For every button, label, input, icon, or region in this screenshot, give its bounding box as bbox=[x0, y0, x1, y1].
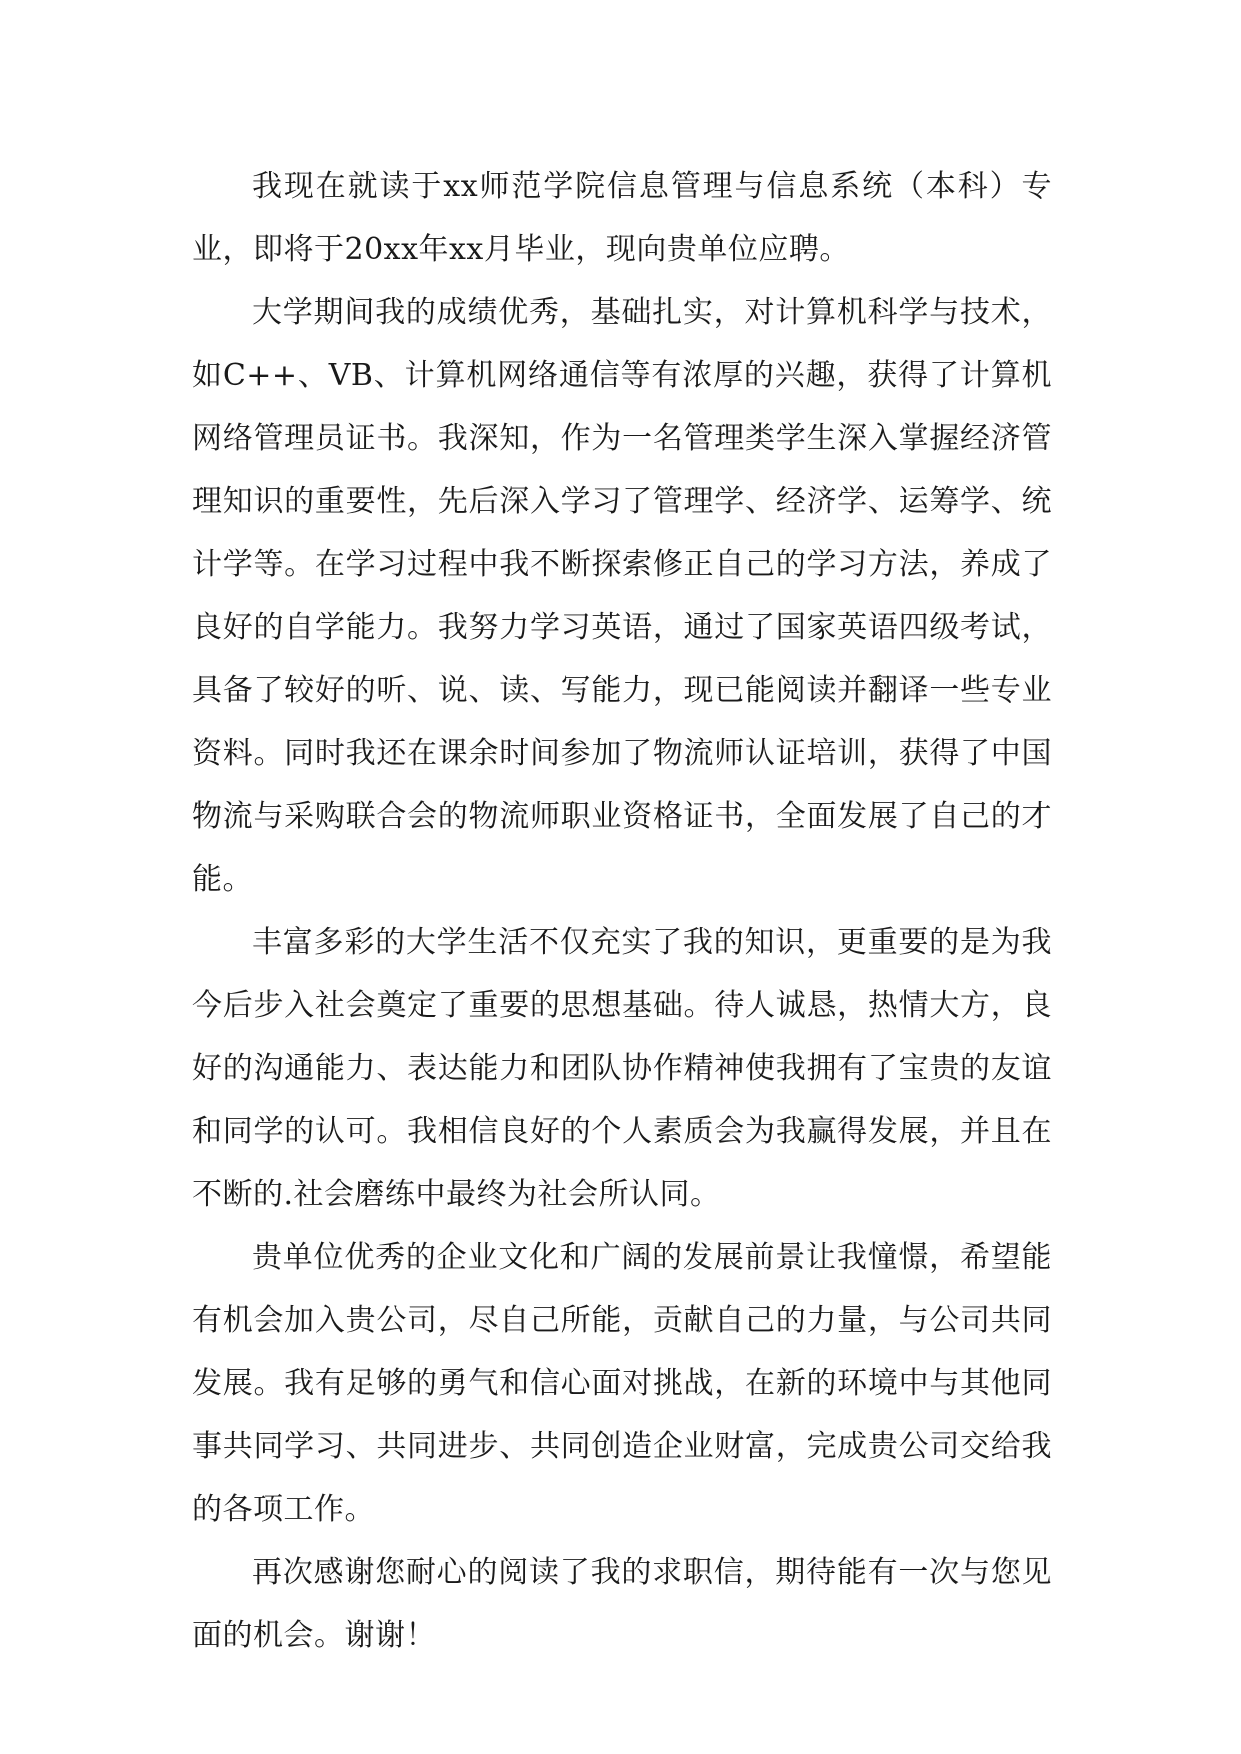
paragraph-introduction: 我现在就读于xx师范学院信息管理与信息系统（本科）专业，即将于20xx年xx月毕业，现向贵单位应聘。 bbox=[192, 169, 1052, 267]
paragraph-motivation: 贵单位优秀的企业文化和广阔的发展前景让我憧憬，希望能有机会加入贵公司，尽自己所能，贡献自己的力量，与公司共同发展。我有足够的勇气和信心面对挑战，在新的环境中与其他同事共同学习、共同进步、共同创造企业财富，完成贵公司交给我的各项工作。 bbox=[192, 1240, 1052, 1527]
paragraph-campus-life: 丰富多彩的大学生活不仅充实了我的知识，更重要的是为我今后步入社会奠定了重要的思想基础。待人诚恳，热情大方，良好的沟通能力、表达能力和团队协作精神使我拥有了宝贵的友谊和同学的认可。我相信良好的个人素质会为我赢得发展，并且在不断的.社会磨练中最终为社会所认同。 bbox=[192, 925, 1052, 1212]
paragraph-academics: 大学期间我的成绩优秀，基础扎实，对计算机科学与技术，如C++、VB、计算机网络通信等有浓厚的兴趣，获得了计算机网络管理员证书。我深知，作为一名管理类学生深入掌握经济管理知识的重要性，先后深入学习了管理学、经济学、运筹学、统计学等。在学习过程中我不断探索修正自己的学习方法，养成了良好的自学能力。我努力学习英语，通过了国家英语四级考试，具备了较好的听、说、读、写能力，现已能阅读并翻译一些专业资料。同时我还在课余时间参加了物流师认证培训，获得了中国物流与采购联合会的物流师职业资格证书，全面发展了自己的才能。 bbox=[192, 295, 1052, 897]
letter-body bbox=[192, 155, 1052, 1667]
paragraph-closing: 再次感谢您耐心的阅读了我的求职信，期待能有一次与您见面的机会。谢谢！ bbox=[192, 1555, 1052, 1653]
